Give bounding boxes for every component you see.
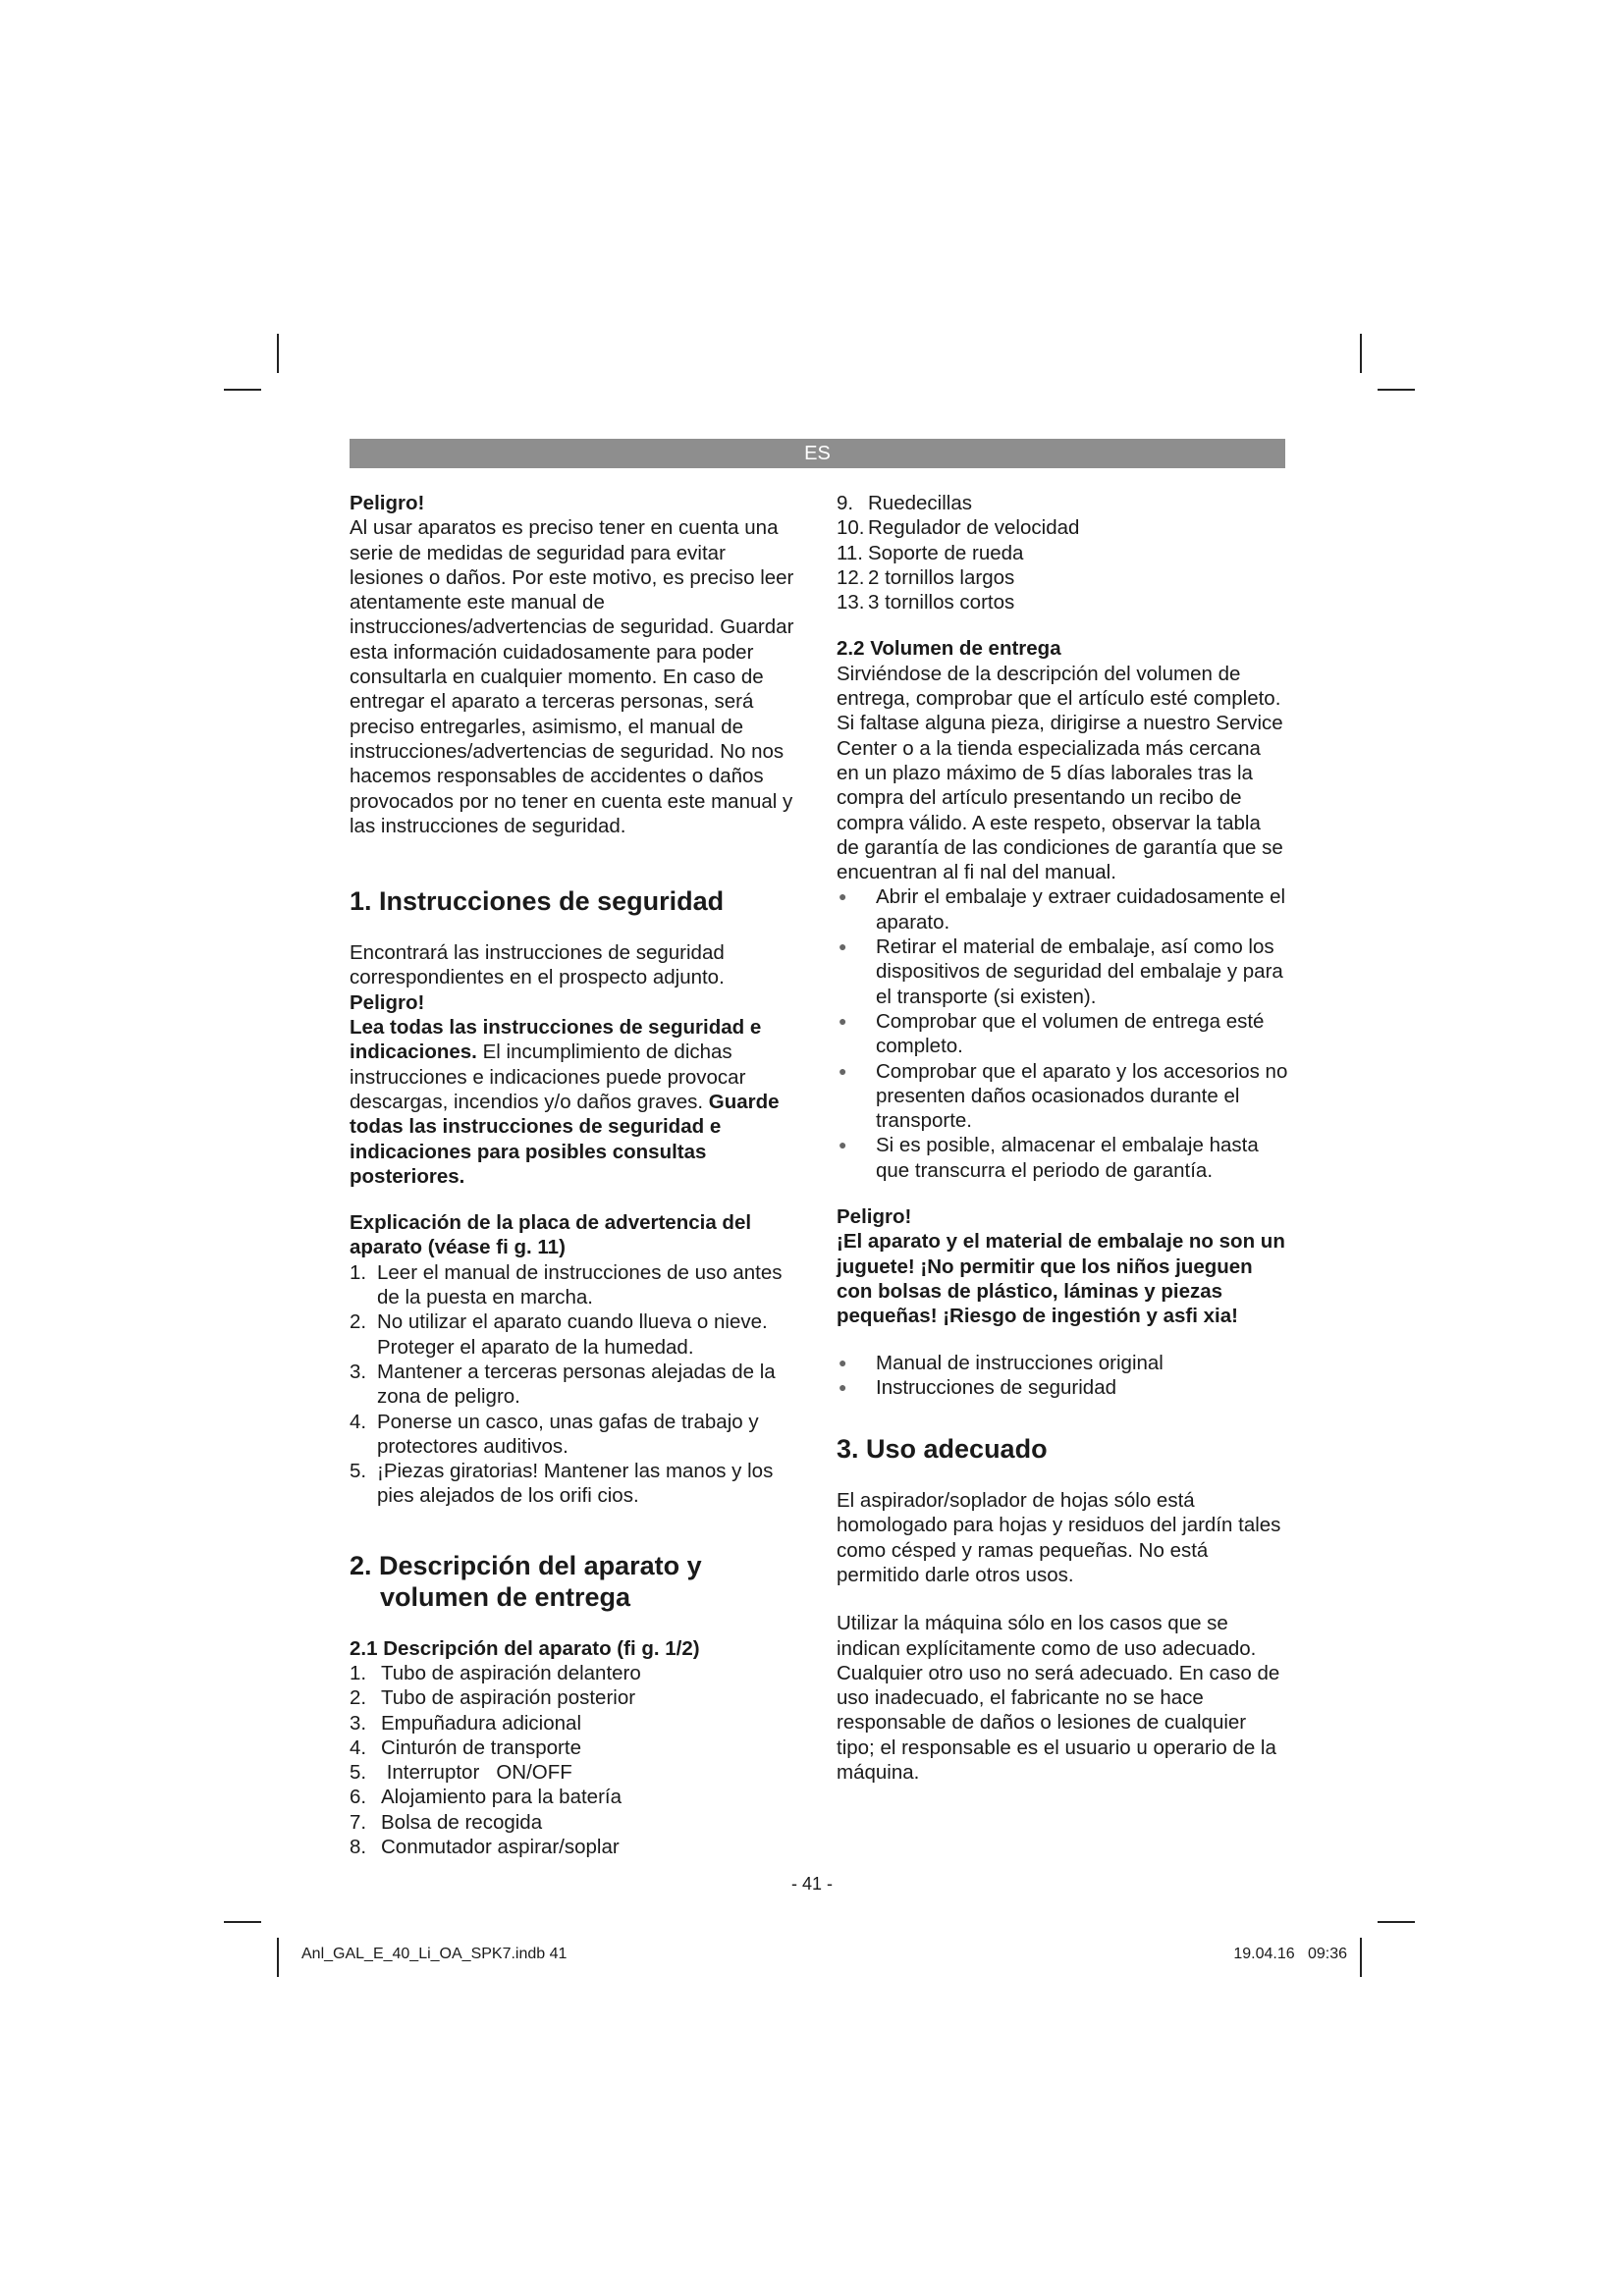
item-number: 12.: [837, 565, 865, 589]
section-3-paragraph-2: Utilizar la máquina sólo en los casos que se indican explícitamente como de uso adecuado. Cualquier otro uso no será adecuado. En caso de uso inadecuado, el fabricante no se hace responsable de daños o lesiones de cualquier tipo; el responsable es el usuario u operario de la máquina.: [837, 1612, 1280, 1785]
list-item: [350, 1735, 803, 1760]
parts-list-continued: [837, 491, 1288, 614]
bullet-icon: ●: [839, 938, 847, 955]
section-2-2-text: Sirviéndose de la descripción del volumen de entrega, comprobar que el artículo esté completo. Si faltase alguna pieza, dirigirse a nuestro Service Center o a la tienda especializada más cercana en un plazo máximo de 5 días laborales tras la compra del artículo presentando un recibo de compra válido. A este respeto, observar la tabla de garantía de las condiciones de garantía que se encuentran al fi nal del manual.: [837, 662, 1283, 884]
list-item: [837, 1059, 1288, 1134]
warning-bold-2: Guarde todas las instrucciones de seguridad e indicaciones para posibles consultas posteriores.: [350, 1090, 780, 1188]
crop-mark: [1360, 1938, 1362, 1977]
section-1-heading: 1. Instrucciones de seguridad: [350, 886, 725, 917]
item-number: 13.: [837, 591, 865, 614]
list-item: [837, 1375, 1288, 1400]
item-number: 1.: [350, 1661, 367, 1684]
bullet-icon: ●: [839, 1137, 847, 1153]
item-text: ¡Piezas giratorias! Mantener las manos y los pies alejados de los orifi cios.: [377, 1460, 774, 1508]
item-text: Interruptor ON/OFF: [381, 1761, 572, 1785]
list-item: [350, 1360, 803, 1410]
explanation-heading: Explicación de la placa de advertencia del aparato (véase fi g. 11): [350, 1211, 752, 1259]
item-text: Cinturón de transporte: [381, 1735, 581, 1759]
warning-normal: El incumplimiento de dichas instrucciones e indicaciones puede provocar descargas, incendios y/o daños graves.: [350, 1041, 746, 1113]
list-item: [837, 541, 1288, 565]
item-text: Mantener a terceras personas alejadas de la zona de peligro.: [377, 1360, 776, 1409]
section-3-heading: 3. Uso adecuado: [837, 1434, 1048, 1465]
item-number: 4.: [350, 1410, 367, 1433]
section-2-heading: 2. Descripción del aparato y volumen de entrega: [350, 1550, 702, 1612]
item-text: Empuñadura adicional: [381, 1711, 581, 1735]
footer-filename: Anl_GAL_E_40_Li_OA_SPK7.indb 41: [301, 1946, 568, 1962]
item-number: 4.: [350, 1735, 367, 1759]
unpacking-list: [837, 884, 1288, 1183]
section-2-2-heading: 2.2 Volumen de entrega: [837, 637, 1061, 661]
item-text: Abrir el embalaje y extraer cuidadosamente el aparato.: [876, 885, 1286, 934]
list-item: [350, 1685, 803, 1710]
item-text: Tubo de aspiración delantero: [381, 1661, 641, 1684]
item-number: 11.: [837, 541, 863, 564]
list-item: [350, 1309, 803, 1360]
section-3-paragraph-1: El aspirador/soplador de hojas sólo está homologado para hojas y residuos del jardín tales como césped y ramas pequeñas. No está permitido darle otros usos.: [837, 1489, 1281, 1586]
item-number: 5.: [350, 1460, 367, 1483]
parts-list: [350, 1661, 803, 1859]
crop-mark: [1378, 389, 1415, 391]
item-number: 3.: [350, 1711, 367, 1735]
item-text: 3 tornillos cortos: [868, 591, 1015, 614]
left-column: [350, 491, 803, 1859]
item-text: No utilizar el aparato cuando llueva o nieve. Proteger el aparato de la humedad.: [377, 1310, 768, 1359]
crop-mark: [1360, 334, 1362, 373]
bullet-icon: ●: [839, 1062, 847, 1079]
list-item: [350, 1810, 803, 1835]
list-item: [350, 1711, 803, 1735]
item-number: 9.: [837, 492, 854, 514]
item-text: Regulador de velocidad: [868, 516, 1080, 540]
list-item: [837, 1133, 1288, 1183]
item-number: 2.: [350, 1686, 367, 1710]
item-number: 3.: [350, 1360, 367, 1383]
section-1-warning: [350, 1015, 803, 1189]
item-text: Leer el manual de instrucciones de uso antes de la puesta en marcha.: [377, 1260, 783, 1309]
item-text: Comprobar que el volumen de entrega esté completo.: [876, 1009, 1265, 1058]
crop-mark: [224, 1921, 261, 1923]
list-item: [350, 1760, 803, 1785]
documents-list: [837, 1351, 1288, 1401]
item-number: 8.: [350, 1836, 367, 1859]
crop-mark: [277, 334, 279, 373]
section-1-peligro: Peligro!: [350, 990, 425, 1014]
page-number: - 41 -: [790, 1874, 833, 1894]
item-text: Comprobar que el aparato y los accesorios no presenten daños ocasionados durante el transporte.: [876, 1059, 1288, 1133]
warning-bold-1: Lea todas las instrucciones de seguridad e indicaciones.: [350, 1016, 762, 1064]
item-text: 2 tornillos largos: [868, 565, 1015, 589]
explanation-list: [350, 1260, 803, 1509]
section-2-1-heading: 2.1 Descripción del aparato (fi g. 1/2): [350, 1636, 700, 1660]
item-text: Ruedecillas: [868, 492, 972, 514]
list-item: [350, 1661, 803, 1685]
intro-title: Peligro!: [350, 492, 425, 514]
bullet-icon: ●: [839, 1378, 847, 1395]
item-number: 7.: [350, 1810, 367, 1834]
section-1-text: Encontrará las instrucciones de seguridad correspondientes en el prospecto adjunto.: [350, 941, 725, 989]
footer-date: 19.04.16 09:36: [1233, 1946, 1347, 1962]
item-number: 6.: [350, 1786, 367, 1809]
item-text: Alojamiento para la batería: [381, 1786, 623, 1809]
item-text: Si es posible, almacenar el embalaje hasta que transcurra el periodo de garantía.: [876, 1134, 1259, 1182]
item-text: Ponerse un casco, unas gafas de trabajo y protectores auditivos.: [377, 1410, 759, 1458]
list-item: [837, 1009, 1288, 1059]
crop-mark: [224, 389, 261, 391]
intro-text: Al usar aparatos es preciso tener en cuenta una serie de medidas de seguridad para evitar lesiones o daños. Por este motivo, es preciso leer atentamente este manual de instrucciones/advertencias de seguridad. Guardar esta información cuidadosamente para poder consultarla en cualquier momento. En caso de entregar el aparato a terceras personas, será preciso entregarles, asimismo, el manual de instrucciones/advertencias de seguridad. No nos hacemos responsables de accidentes o daños provocados por no tener en cuenta este manual y las instrucciones de seguridad.: [350, 516, 794, 837]
list-item: [837, 1351, 1288, 1375]
peligro-title: Peligro!: [837, 1205, 912, 1229]
list-item: [350, 1410, 803, 1460]
item-number: 10.: [837, 516, 865, 540]
list-item: [837, 515, 1288, 540]
list-item: [350, 1260, 803, 1310]
item-number: 1.: [350, 1260, 367, 1284]
peligro-text: ¡El aparato y el material de embalaje no son un juguete! ¡No permitir que los niños jueguen con bolsas de plástico, láminas y piezas pequeñas! ¡Riesgo de ingestión y asfi xia!: [837, 1230, 1285, 1328]
item-text: Instrucciones de seguridad: [876, 1375, 1117, 1399]
list-item: [350, 1785, 803, 1809]
list-item: [837, 590, 1288, 614]
bullet-icon: ●: [839, 1012, 847, 1029]
bullet-icon: ●: [839, 1354, 847, 1370]
crop-mark: [1378, 1921, 1415, 1923]
list-item: [837, 934, 1288, 1009]
item-number: 5.: [350, 1761, 367, 1785]
language-bar: ES: [350, 439, 1285, 468]
crop-mark: [277, 1938, 279, 1977]
item-text: Bolsa de recogida: [381, 1810, 543, 1834]
bullet-icon: ●: [839, 888, 847, 905]
list-item: [837, 565, 1288, 590]
right-column: [837, 491, 1288, 1785]
item-number: 2.: [350, 1310, 367, 1334]
item-text: Tubo de aspiración posterior: [381, 1686, 636, 1710]
list-item: [837, 491, 1288, 515]
list-item: [350, 1459, 803, 1509]
list-item: [350, 1835, 803, 1859]
item-text: Soporte de rueda: [868, 541, 1024, 564]
item-text: Conmutador aspirar/soplar: [381, 1836, 620, 1859]
item-text: Manual de instrucciones original: [876, 1351, 1164, 1374]
item-text: Retirar el material de embalaje, así como los dispositivos de seguridad del embalaje y para el transporte (si existen).: [876, 935, 1283, 1008]
list-item: [837, 884, 1288, 934]
